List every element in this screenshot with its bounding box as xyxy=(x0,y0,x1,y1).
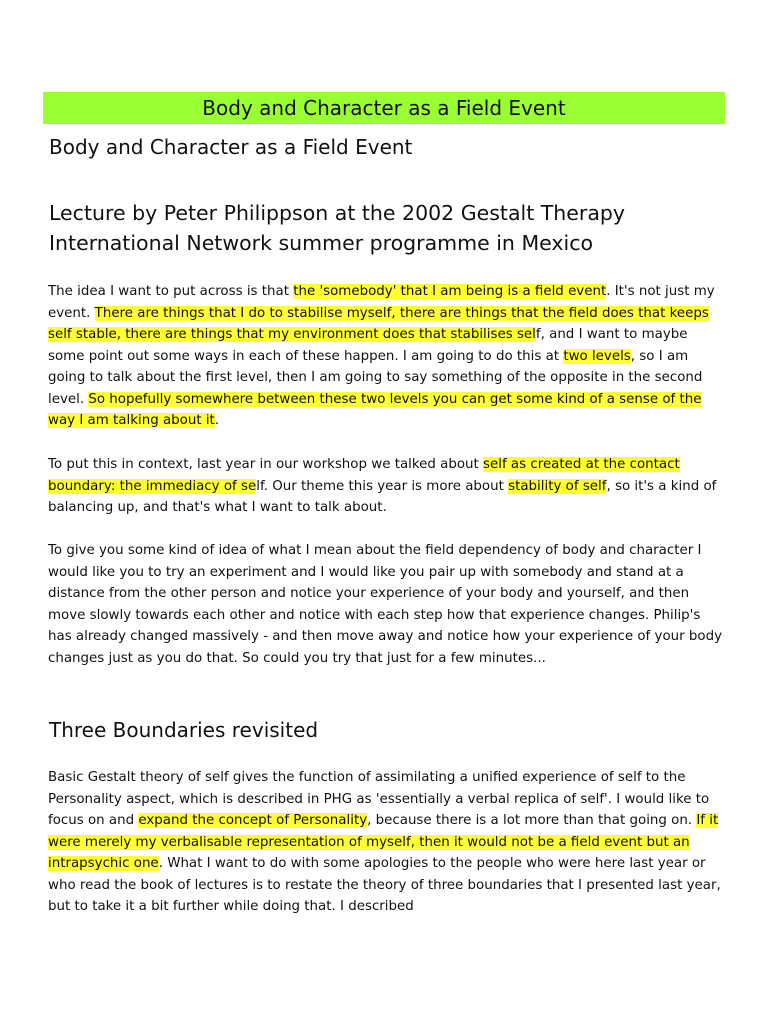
paragraph-text: . It's not just my event. xyxy=(48,284,715,321)
lecture-heading: Lecture by Peter Philippson at the 2002 Gestalt Therapy International Network summer programme in Mexico xyxy=(49,201,626,255)
highlighted-text: stability of self xyxy=(508,478,607,494)
paragraph-text: To give you some kind of idea of what I mean about the field dependency of body and character I would like you to try an experiment and I would like you pair up with somebody and stand at a distance from the other person and notice your experience of your body and yourself, and then move slowly towards each other and notice with each step how that experience changes. Philip's has already changed massively - and then move away and notice how your experience of your body changes just as you do that. So could you try that just for a few minutes... xyxy=(48,543,722,666)
paragraph-context xyxy=(48,454,728,519)
title-banner: Body and Character as a Field Event xyxy=(43,92,725,124)
highlighted-text: So hopefully somewhere between these two levels you can get some kind of a sense of the way I am talking about it xyxy=(48,391,702,428)
highlighted-text: the 'somebody' that I am being is a field event xyxy=(293,284,607,299)
paragraph-intro xyxy=(48,281,728,432)
paragraph-text: The idea I want to put across is that xyxy=(48,284,294,299)
paragraph-text: . xyxy=(214,413,220,428)
page-title: Body and Character as a Field Event xyxy=(49,135,413,159)
highlighted-text: If it were merely my verbalisable representation of myself, then it would not be a field event but an intrapsychic one xyxy=(48,813,719,871)
paragraph-text: , because there is a lot more than that going on. xyxy=(367,813,697,828)
paragraph-text: , so it's a kind of balancing up, and that's what I want to talk about. xyxy=(48,478,717,515)
paragraph-text: , so I am going to talk about the first level, then I am going to say something of the opposite in the second level. xyxy=(48,348,703,407)
section-heading: Three Boundaries revisited xyxy=(49,718,319,742)
paragraph-text: Basic Gestalt theory of self gives the function of assimilating a unified experience of self to the Personality aspect, which is described in PHG as 'essentially a verbal replica of self'. I would like to focus on and xyxy=(48,770,710,828)
highlighted-text: self as created at the contact boundary: the immediacy of se xyxy=(48,457,680,494)
highlighted-text: expand the concept of Personality xyxy=(138,813,368,828)
paragraph-text: To put this in context, last year in our workshop we talked about xyxy=(48,457,484,472)
paragraph-experiment xyxy=(48,540,728,669)
paragraph-text: f, and I want to maybe some point out some ways in each of these happen. I am going to do this at xyxy=(48,327,688,364)
highlighted-text: There are things that I do to stabilise myself, there are things that the field does that keeps self stable, there are things that my environment does that stabilises sel xyxy=(48,305,709,342)
paragraph-text: . What I want to do with some apologies to the people who were here last year or who read the book of lectures is to restate the theory of three boundaries that I presented last year, but to take it a bit further while doing that. I described xyxy=(48,856,721,914)
paragraph-text: lf. Our theme this year is more about xyxy=(256,478,509,494)
highlighted-text: two levels xyxy=(563,348,631,364)
paragraph-theory xyxy=(48,767,728,918)
